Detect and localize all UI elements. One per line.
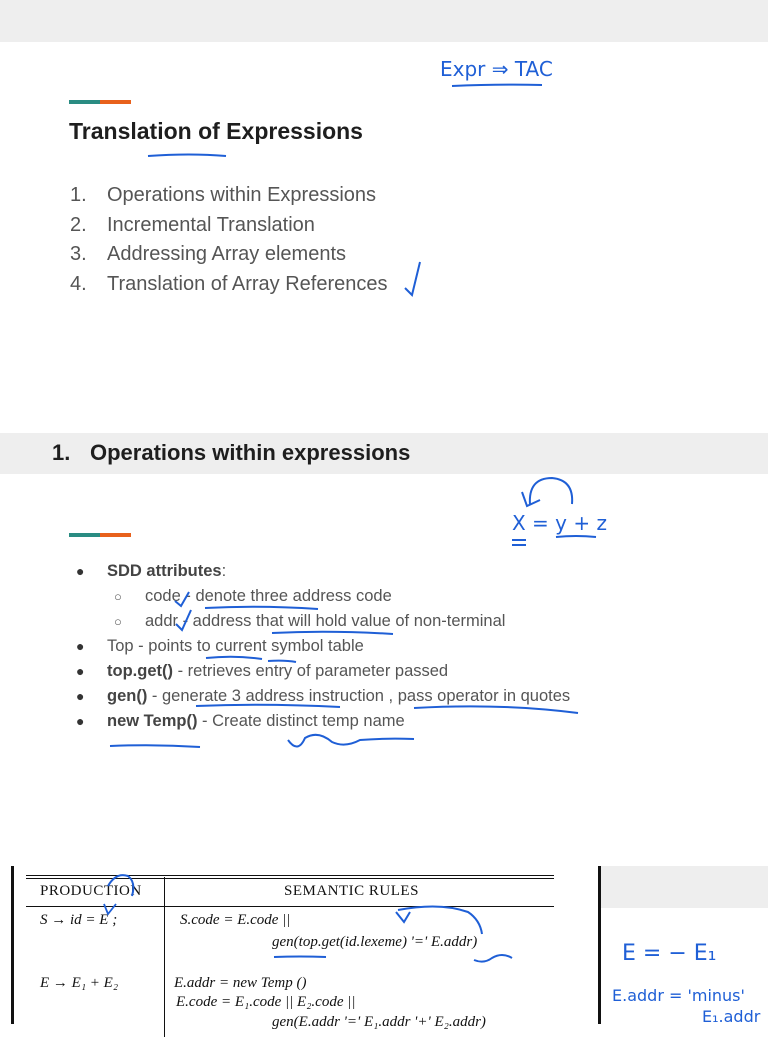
production-cell: E → E₁ + E₂ [40, 975, 119, 991]
list-item: ● gen() - generate 3 address instruction , pass operator in quotes [76, 687, 571, 705]
list-item: 4. Translation of Array References [70, 272, 388, 295]
list-item: 3. Addressing Array elements [70, 243, 347, 265]
title-accent-bar [69, 100, 131, 104]
header-semantic-rules: SEMANTIC RULES [284, 883, 419, 899]
list-item: ● new Temp() - Create distinct temp name [76, 712, 405, 730]
list-item: ○ addr - address that will hold value of non-terminal [114, 612, 506, 630]
list-item: 2. Incremental Translation [70, 213, 315, 236]
annotation-e-addr: E.addr = 'minus' [612, 986, 745, 1005]
annotation-e-rule: E = − E₁ [622, 941, 717, 966]
topic-list [70, 181, 388, 299]
section-accent-bar [69, 533, 131, 537]
section-title: 1. Operations within expressions [52, 440, 411, 465]
rule-cell: gen(E.addr '=' E₁.addr '+' E₂.addr) [272, 1014, 486, 1030]
production-cell: S → id = E ; [40, 912, 118, 928]
rule-cell: E.code = E₁.code || E₂.code || [176, 994, 356, 1010]
header-production: PRODUCTION [40, 883, 142, 899]
annotation-expr-tac: Expr ⇒ TAC [440, 57, 553, 81]
annotation-e1-addr: E₁.addr [702, 1007, 761, 1024]
rule-cell: gen(top.get(id.lexeme) '=' E.addr) [272, 934, 478, 950]
list-item: ○ code - denote three address code [114, 587, 392, 605]
list-item: 1. Operations within Expressions [70, 184, 377, 206]
bullet-list [76, 559, 570, 734]
bottom-band [600, 866, 768, 908]
rule-cell: S.code = E.code || [180, 912, 291, 928]
list-item: ● SDD attributes: [76, 562, 227, 580]
divider [598, 866, 601, 1024]
slide-title: Translation of Expressions [69, 118, 363, 144]
rule-cell: E.addr = new Temp () [174, 975, 307, 991]
slide-top-band [0, 0, 768, 42]
list-item: ● Top - points to current symbol table [76, 637, 364, 655]
annotation-equation: X = y + z [512, 511, 607, 535]
list-item: ● top.get() - retrieves entry of parameter passed [76, 662, 449, 680]
divider [11, 866, 14, 1024]
